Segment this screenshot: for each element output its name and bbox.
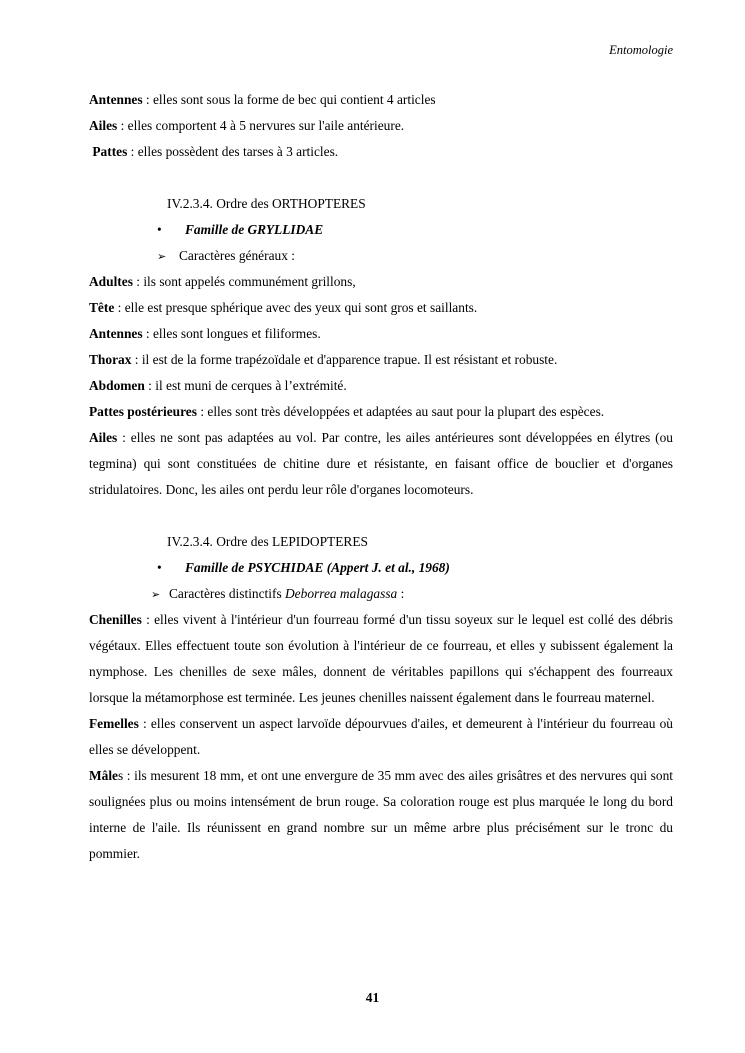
trait-term: Femelles <box>89 716 139 731</box>
trait-text: : il est de la forme trapézoïdale et d'apparence trapue. Il est résistant et robuste. <box>131 352 558 367</box>
subheading-caracteres-generaux <box>89 243 673 269</box>
species-name: Deborrea malagassa <box>285 586 398 601</box>
trait-text: : elles comportent 4 à 5 nervures sur l'aile antérieure. <box>117 118 405 133</box>
section-title-orthopteres: IV.2.3.4. Ordre des ORTHOPTERES <box>167 196 366 211</box>
trait-text: : elles sont très développées et adaptées au saut pour la plupart des espèces. <box>196 404 605 419</box>
trait-text: : elles vivent à l'intérieur d'un fourreau formé d'un tissu soyeux sur le lequel est collé des débris végétaux. Elles effectuent toute son évolution à l'intérieur de ce fourreau, et elles y subissent également la nymphose. Les chenilles de sexe mâles, donnent de véritables papillons qui s'échappent des fourreaux lorsque la métamorphose est terminée. Les jeunes chenilles naissent également dans le fourreau maternel. <box>89 612 673 705</box>
trait-term: Antennes <box>89 326 143 341</box>
spacer <box>89 165 673 191</box>
trait-term: Tête <box>89 300 115 315</box>
trait-ailes-grillon <box>89 425 673 503</box>
arrow-bullet-icon: ➢ <box>151 589 161 601</box>
arrow-bullet-icon: ➢ <box>157 251 167 263</box>
trait-text: : elles sont sous la forme de bec qui contient 4 articles <box>142 92 436 107</box>
subheading-suffix: : <box>397 586 405 601</box>
trait-term: Pattes postérieures <box>89 404 197 419</box>
trait-text: : elles conservent un aspect larvoïde dépourvues d'ailes, et demeurent à l'intérieur du fourreau où elles se développent. <box>89 716 673 757</box>
trait-pattes <box>89 139 673 165</box>
trait-term: Ailes <box>89 118 118 133</box>
paragraph-males <box>89 763 673 867</box>
trait-antennes <box>89 87 673 113</box>
spacer <box>89 503 673 529</box>
trait-term: Adultes <box>89 274 133 289</box>
trait-term: Pattes <box>92 144 128 159</box>
trait-tete <box>89 295 673 321</box>
trait-antennes-grillon <box>89 321 673 347</box>
trait-term: Mâle <box>89 768 118 783</box>
page-content <box>89 87 673 867</box>
section-title-lepidopteres: IV.2.3.4. Ordre des LEPIDOPTERES <box>167 534 368 549</box>
subheading-text: Caractères distinctifs <box>169 586 286 601</box>
running-header: Entomologie <box>609 43 673 57</box>
subheading-caracteres-distinctifs <box>89 581 673 607</box>
page-number: 41 <box>365 990 380 1005</box>
trait-text: : elles possèdent des tarses à 3 articles. <box>127 144 339 159</box>
trait-term: Abdomen <box>89 378 145 393</box>
trait-text: : elles ne sont pas adaptées au vol. Par contre, les ailes antérieures sont développées en élytres (ou tegmina) qui sont constituées de chitine dure et résistante, en faisant office de bouclier et d'organes stridulatoires. Donc, les ailes ont perdu leur rôle d'organes locomoteurs. <box>89 430 673 497</box>
trait-term: Chenilles <box>89 612 142 627</box>
trait-thorax <box>89 347 673 373</box>
trait-abdomen <box>89 373 673 399</box>
subheading-text: Caractères généraux : <box>179 248 295 263</box>
trait-term: Thorax <box>89 352 132 367</box>
trait-term: Antennes <box>89 92 143 107</box>
trait-term-tail: s <box>118 768 124 783</box>
trait-pattes-posterieures <box>89 399 673 425</box>
bullet-icon: • <box>157 222 162 237</box>
trait-text: : il est muni de cerques à l’extrémité. <box>144 378 347 393</box>
family-name: Famille de GRYLLIDAE <box>185 222 324 237</box>
trait-ailes <box>89 113 673 139</box>
family-heading-psychidae <box>89 555 673 581</box>
paragraph-femelles <box>89 711 673 763</box>
trait-text: : ils sont appelés communément grillons, <box>132 274 356 289</box>
family-heading-gryllidae <box>89 217 673 243</box>
trait-text: : ils mesurent 18 mm, et ont une envergure de 35 mm avec des ailes grisâtres et des nervures qui sont soulignées plus ou moins intensément de brun rouge. Sa coloration rouge est plus marquée le long du bord interne de l'aile. Ils réunissent en grand nombre sur un même arbre plus précisément sur le tronc du pommier. <box>89 768 673 861</box>
trait-text: : elle est presque sphérique avec des yeux qui sont gros et saillants. <box>114 300 478 315</box>
paragraph-chenilles <box>89 607 673 711</box>
trait-text: : elles sont longues et filiformes. <box>142 326 321 341</box>
bullet-icon: • <box>157 560 162 575</box>
trait-adultes <box>89 269 673 295</box>
family-name: Famille de PSYCHIDAE (Appert J. et al., 1968) <box>185 560 450 575</box>
trait-term: Ailes <box>89 430 118 445</box>
